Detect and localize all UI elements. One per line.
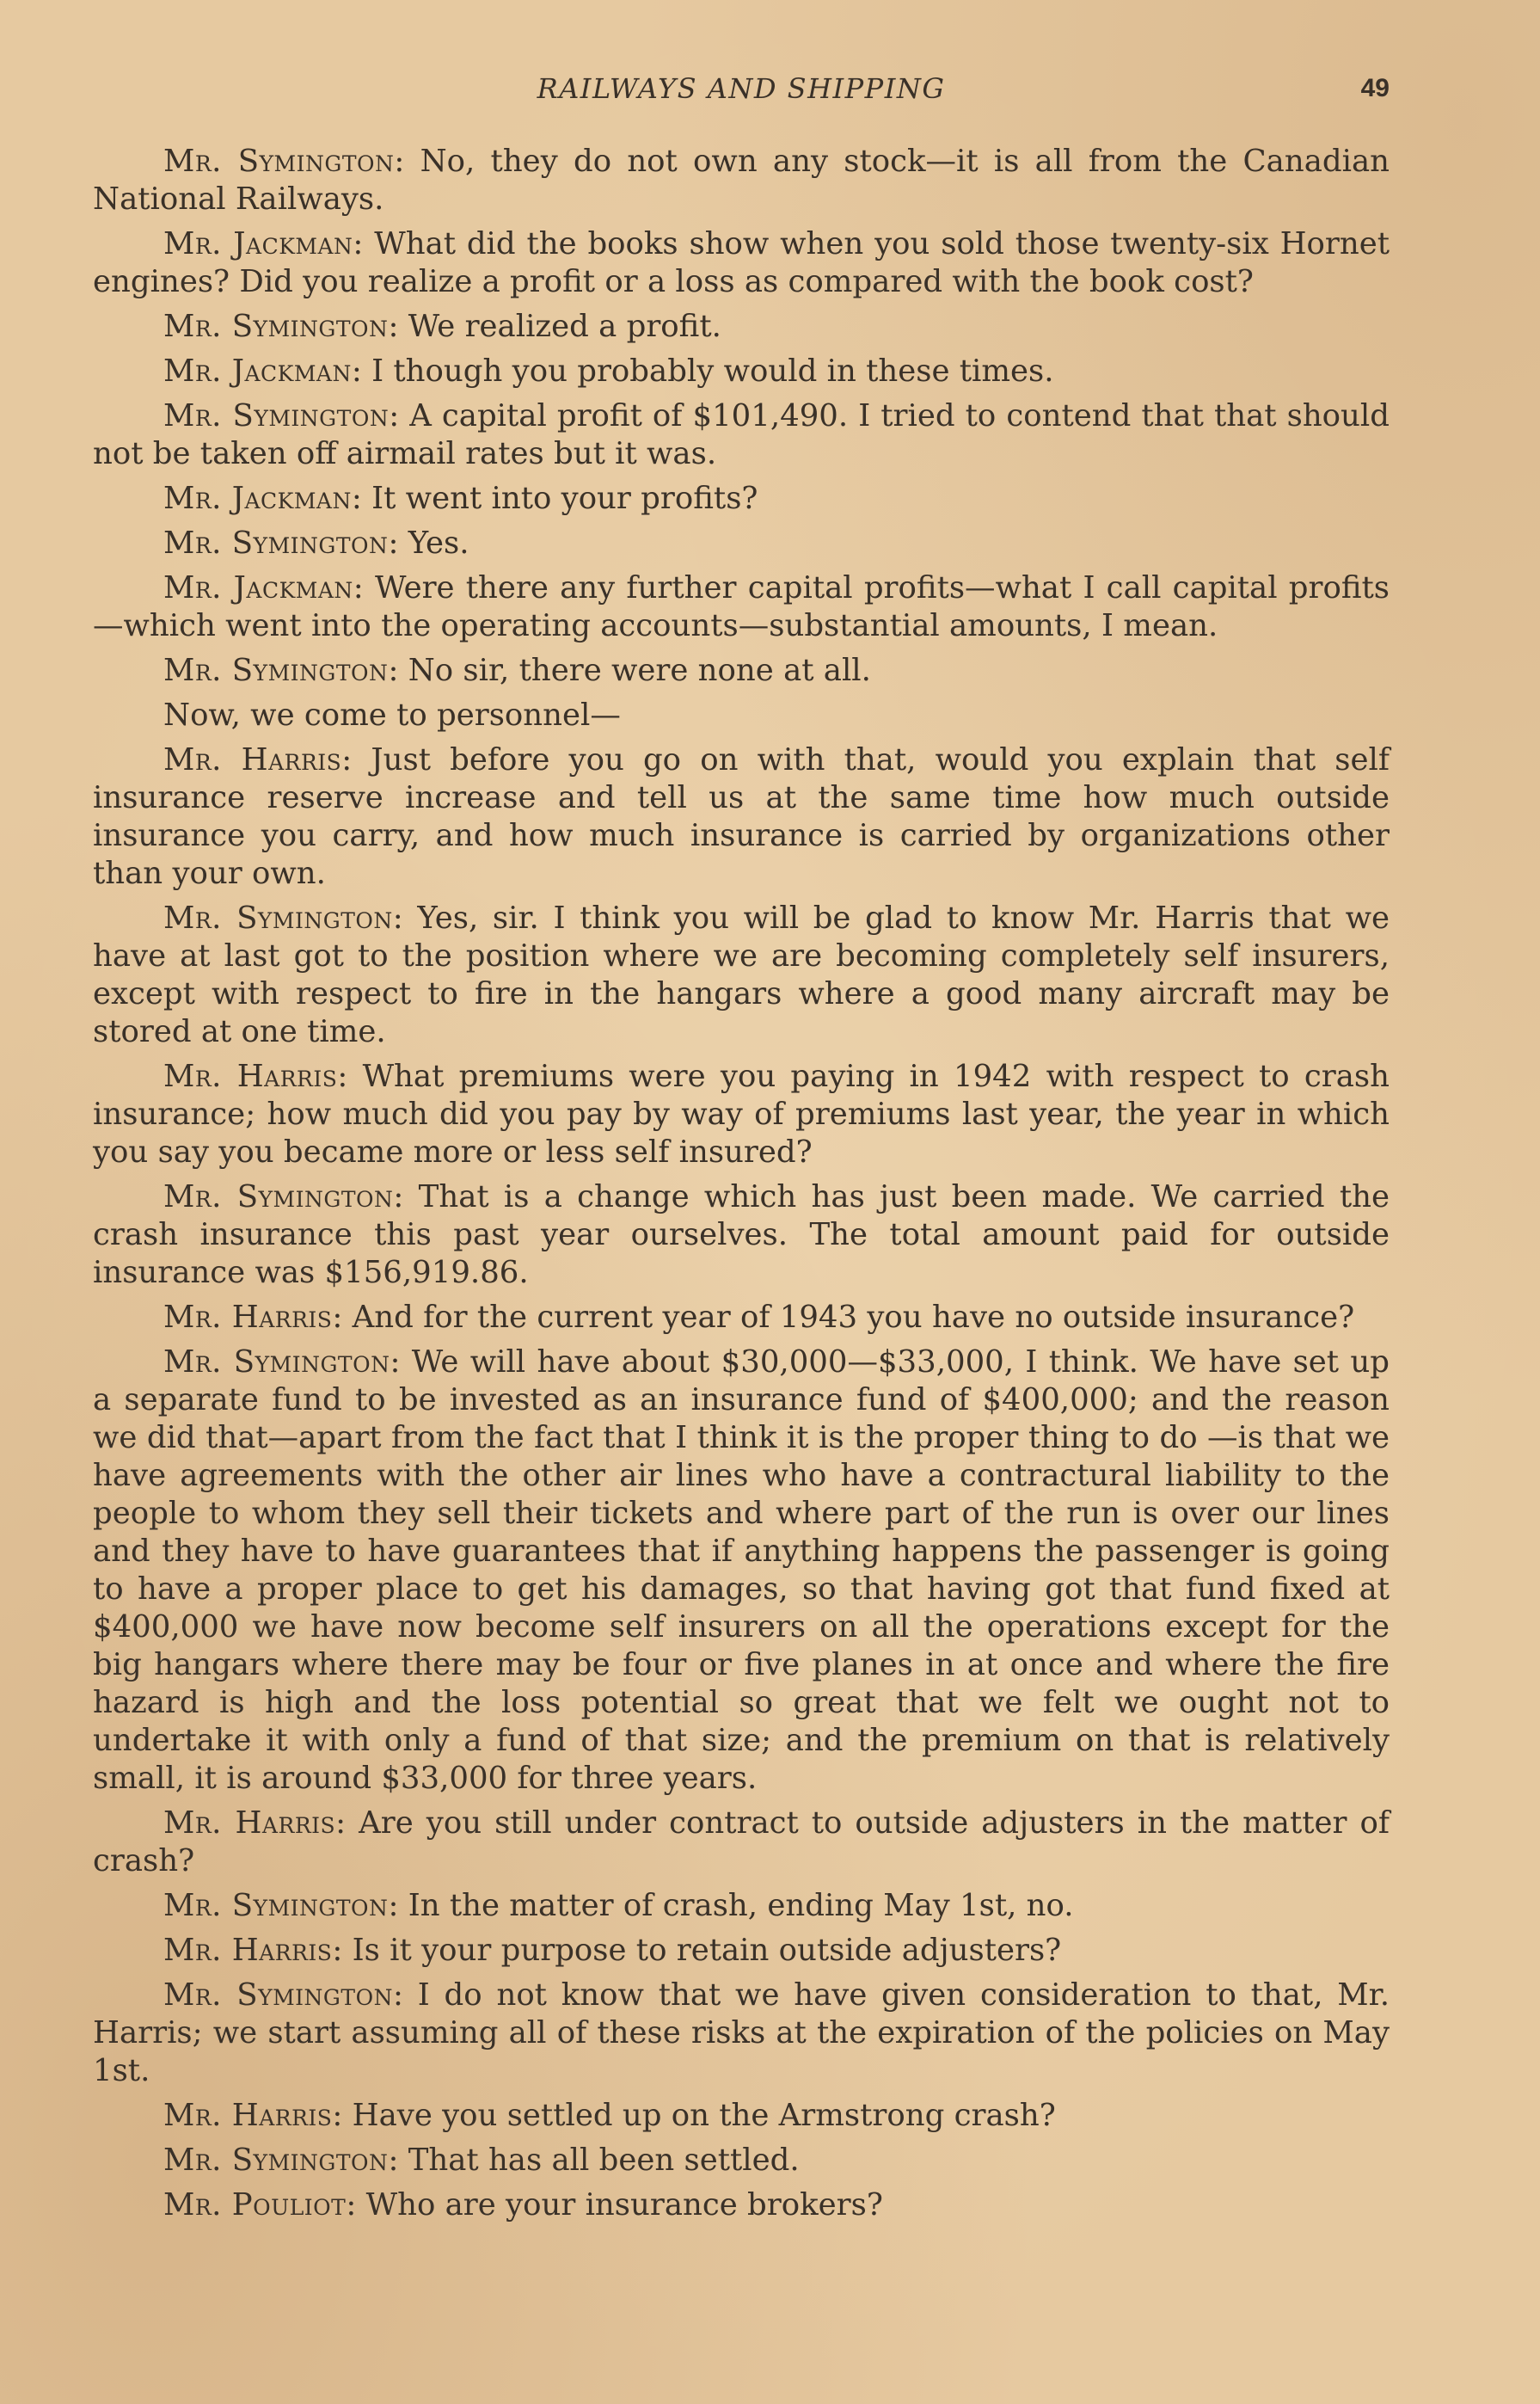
speaker-name: Mr. Symington bbox=[163, 309, 389, 344]
transcript-paragraph: Mr. Symington: That is a change which has just been made. We carried the crash insurance this past year ourselves. The total amount paid for outside insurance was $156,919.86. bbox=[93, 1179, 1390, 1290]
running-header bbox=[93, 72, 1390, 115]
speech-text: Is it your purpose to retain outside adjusters? bbox=[352, 1933, 1062, 1968]
speaker-name: Mr. Symington bbox=[163, 1179, 394, 1214]
transcript-paragraph: Mr. Harris: What premiums were you paying in 1942 with respect to crash insurance; how much did you pay by way of premiums last year, the year in which you say you became more or less self insured? bbox=[93, 1059, 1390, 1170]
speech-text: Have you settled up on the Armstrong crash? bbox=[352, 2098, 1056, 2133]
speech-text: We will have about $30,000—$33,000, I think. We have set up a separate fund to be invested as an insurance fund of $400,000; and the reason we did that—apart from the fact that I think it is the proper thing to do —is that we have agreements with the other air lines who have a contractural liability to the people to whom they sell their tickets and where part of the run is over our lines and they have to have guarantees that if anything happens the passenger is going to have a proper place to get his damages, so that having got that fund fixed at $400,000 we have now become self insurers on all the operations except for the big hangars where there may be four or five planes in at once and where the fire hazard is high and the loss potential so great that we felt we ought not to undertake it with only a fund of that size; and the premium on that is relatively small, it is around $33,000 for three years. bbox=[93, 1344, 1390, 1796]
speaker-name: Mr. Harris bbox=[163, 1300, 333, 1335]
speech-text: We realized a profit. bbox=[408, 309, 721, 344]
speech-text: A capital profit of $101,490. I tried to contend that that should not be taken off airmail rates but it was. bbox=[93, 398, 1390, 471]
speaker-name: Mr. Symington bbox=[163, 144, 395, 179]
transcript-paragraph: Mr. Harris: Are you still under contract to outside adjusters in the matter of crash? bbox=[93, 1805, 1390, 1878]
transcript-paragraph: Mr. Symington: Yes. bbox=[163, 526, 469, 561]
speech-text: I do not know that we have given consideration to that, Mr. Harris; we start assuming all of these risks at the expiration of the policies on May 1st. bbox=[93, 1977, 1390, 2088]
speech-text: What did the books show when you sold those twenty-six Hornet engines? Did you realize a profit or a loss as compared with the book cost? bbox=[93, 226, 1390, 299]
transcript-body bbox=[93, 143, 1390, 2231]
transcript-paragraph: Mr. Jackman: I though you probably would in these times. bbox=[163, 354, 1054, 389]
speech-text: In the matter of crash, ending May 1st, no. bbox=[408, 1888, 1074, 1923]
transcript-paragraph: Mr. Symington: No sir, there were none at all. bbox=[163, 653, 871, 688]
speech-text: Are you still under contract to outside adjusters in the matter of crash? bbox=[93, 1805, 1390, 1878]
speaker-name: Mr. Harris bbox=[163, 2098, 333, 2133]
transcript-paragraph: Mr. Jackman: What did the books show when you sold those twenty-six Hornet engines? Did you realize a profit or a loss as compared with the book cost? bbox=[93, 226, 1390, 299]
transcript-paragraph: Mr. Harris: And for the current year of 1943 you have no outside insurance? bbox=[163, 1300, 1355, 1335]
speech-text: It went into your profits? bbox=[371, 481, 758, 516]
speaker-name: Mr. Symington bbox=[163, 2143, 389, 2178]
speaker-name: Mr. Symington bbox=[163, 398, 390, 433]
speech-text: Who are your insurance brokers? bbox=[365, 2187, 883, 2223]
speech-text: Were there any further capital profits—what I call capital profits—which went into the operating accounts—substantial amounts, I mean. bbox=[93, 570, 1390, 643]
transcript-paragraph: Mr. Harris: Is it your purpose to retain outside adjusters? bbox=[163, 1933, 1062, 1968]
transcript-paragraph: Mr. Harris: Just before you go on with that, would you explain that self insurance reserve increase and tell us at the same time how much outside insurance you carry, and how much insurance is carried by organizations other than your own. bbox=[93, 742, 1390, 891]
speaker-name: Mr. Symington bbox=[163, 526, 389, 561]
speech-text: Now, we come to personnel— bbox=[163, 698, 621, 733]
speaker-name: Mr. Harris bbox=[163, 1805, 336, 1841]
speaker-name: Mr. Symington bbox=[163, 1344, 390, 1380]
speech-text: No, they do not own any stock—it is all from the Canadian National Railways. bbox=[93, 144, 1390, 217]
transcript-paragraph: Mr. Harris: Have you settled up on the Armstrong crash? bbox=[163, 2098, 1056, 2133]
speaker-name: Mr. Jackman bbox=[163, 570, 353, 606]
transcript-paragraph: Mr. Symington: A capital profit of $101,490. I tried to contend that that should not be taken off airmail rates but it was. bbox=[93, 398, 1390, 471]
speaker-name: Mr. Harris bbox=[163, 1059, 338, 1094]
speaker-name: Mr. Symington bbox=[163, 1977, 393, 2013]
transcript-paragraph: Mr. Jackman: It went into your profits? bbox=[163, 481, 758, 516]
speaker-name: Mr. Harris bbox=[163, 1933, 333, 1968]
transcript-paragraph: Mr. Symington: Yes, sir. I think you will be glad to know Mr. Harris that we have at last got to the position where we are becoming completely self insurers, except with respect to fire in the hangars where a good many aircraft may be stored at one time. bbox=[93, 901, 1390, 1049]
speech-text: What premiums were you paying in 1942 with respect to crash insurance; how much did you pay by way of premiums last year, the year in which you say you became more or less self insured? bbox=[93, 1059, 1390, 1170]
speaker-name: Mr. Harris bbox=[163, 742, 342, 778]
speaker-name: Mr. Jackman bbox=[163, 481, 352, 516]
transcript-paragraph: Mr. Pouliot: Who are your insurance brokers? bbox=[163, 2187, 883, 2223]
speech-text: I though you probably would in these times. bbox=[371, 354, 1054, 389]
speaker-name: Mr. Pouliot bbox=[163, 2187, 347, 2223]
speaker-name: Mr. Jackman bbox=[163, 226, 353, 261]
speech-text: Yes, sir. I think you will be glad to know Mr. Harris that we have at last got to the position where we are becoming completely self insurers, except with respect to fire in the hangars where a good many aircraft may be stored at one time. bbox=[93, 901, 1390, 1049]
transcript-paragraph: Mr. Symington: In the matter of crash, ending May 1st, no. bbox=[163, 1888, 1074, 1923]
speech-text: No sir, there were none at all. bbox=[408, 653, 871, 688]
speech-text: Yes. bbox=[408, 526, 469, 561]
speaker-name: Mr. Jackman bbox=[163, 354, 352, 389]
transcript-paragraph: Mr. Jackman: Were there any further capital profits—what I call capital profits—which went into the operating accounts—substantial amounts, I mean. bbox=[93, 570, 1390, 643]
page-number: 49 bbox=[1360, 74, 1390, 102]
transcript-paragraph: Mr. Symington: We realized a profit. bbox=[163, 309, 721, 344]
speech-text: That is a change which has just been made. We carried the crash insurance this past year ourselves. The total amount paid for outside insurance was $156,919.86. bbox=[93, 1179, 1390, 1290]
speaker-name: Mr. Symington bbox=[163, 1888, 389, 1923]
speech-text: And for the current year of 1943 you have no outside insurance? bbox=[352, 1300, 1355, 1335]
speech-text: That has all been settled. bbox=[408, 2143, 800, 2178]
speaker-name: Mr. Symington bbox=[163, 901, 393, 936]
transcript-paragraph: Mr. Symington: We will have about $30,000—$33,000, I think. We have set up a separate fund to be invested as an insurance fund of $400,000; and the reason we did that—apart from the fact that I think it is the proper thing to do —is that we have agreements with the other air lines who have a contractural liability to the people to whom they sell their tickets and where part of the run is over our lines and they have to have guarantees that if anything happens the passenger is going to have a proper place to get his damages, so that having got that fund fixed at $400,000 we have now become self insurers on all the operations except for the big hangars where there may be four or five planes in at once and where the fire hazard is high and the loss potential so great that we felt we ought not to undertake it with only a fund of that size; and the premium on that is relatively small, it is around $33,000 for three years. bbox=[93, 1344, 1390, 1796]
transcript-paragraph: Mr. Symington: I do not know that we have given consideration to that, Mr. Harris; we start assuming all of these risks at the expiration of the policies on May 1st. bbox=[93, 1977, 1390, 2088]
transcript-paragraph: Mr. Symington: That has all been settled. bbox=[163, 2143, 800, 2178]
speech-text: Just before you go on with that, would you explain that self insurance reserve increase and tell us at the same time how much outside insurance you carry, and how much insurance is carried by organizations other than your own. bbox=[93, 742, 1390, 891]
transcript-paragraph bbox=[93, 697, 1390, 735]
transcript-paragraph: Mr. Symington: No, they do not own any stock—it is all from the Canadian National Railways. bbox=[93, 144, 1390, 217]
running-title: RAILWAYS AND SHIPPING bbox=[537, 72, 946, 105]
speaker-name: Mr. Symington bbox=[163, 653, 389, 688]
